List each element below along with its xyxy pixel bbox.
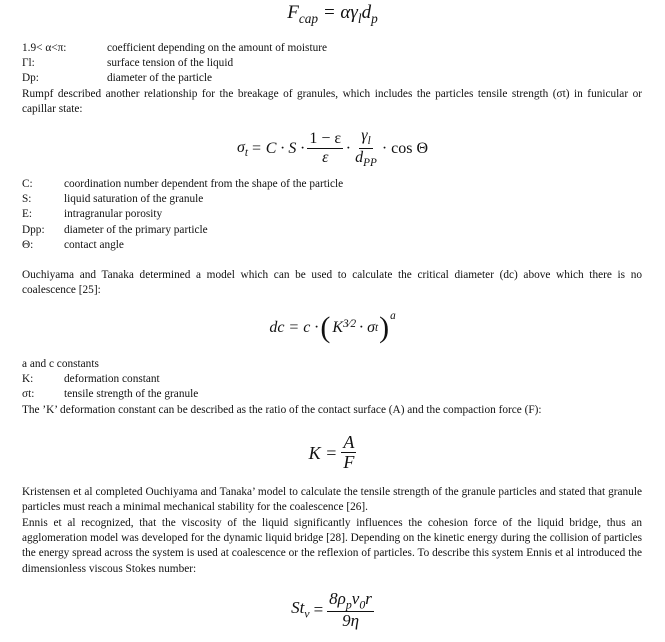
constants-note: a and c constants xyxy=(22,358,99,370)
fraction-stokes: $\frac{8\rho_pv_0r}{9\eta}$ xyxy=(329,588,372,630)
definition-row: Θ: contact angle xyxy=(22,238,124,251)
paragraph-deformation-constant: The ’K’ deformation constant can be described as the ratio of the contact surface (A) and the compaction force (F): xyxy=(22,404,542,416)
definition-row: K: deformation constant xyxy=(22,373,160,386)
definition-row: E: intragranular porosity xyxy=(22,208,163,221)
fraction-surface-tension: $\frac{\gamma_l}{d_{PP}}$ xyxy=(355,127,377,170)
equation-stokes-number: $St_v$ = $\frac{8\rho_pv_0r}{9\eta}$ xyxy=(291,588,372,630)
definition-row: Dpp: diameter of the primary particle xyxy=(22,223,208,236)
equation-deformation-constant: K = $\frac{A}{F}$ xyxy=(308,432,355,473)
definitions-capillary-force xyxy=(22,41,327,87)
definition-row: C: coordination number dependent from the shape of the particle xyxy=(22,178,344,190)
equation-critical-diameter: dc = c · ( K $^{3⁄2}$ · σ t ) $^a$ xyxy=(269,310,396,344)
definition-row: Dp: diameter of the particle xyxy=(22,72,213,85)
equation-tensile-strength: $\sigma_t$ = C · S · $\frac{1 - \varepsilon}{\varepsilon}$ · $\frac{\gamma_l}{d_{PP}}$ · cos Θ xyxy=(236,127,429,170)
paragraph-kristensen: Kristensen et al completed Ouchiyama and Tanaka’ model to calculate the tensile strength of the granule particles and stated that granule particles must reach a minimal mechanical stability for the coalescence [26]. xyxy=(22,486,642,514)
definition-row: σt: tensile strength of the granule xyxy=(22,388,199,401)
definitions-critical-diameter xyxy=(22,357,198,403)
definitions-tensile-strength xyxy=(22,177,343,253)
equation-capillary-force: $F_{cap} = \alpha\gamma_ld_p$ xyxy=(287,2,378,26)
fraction-area-force: $\frac{A}{F}$ xyxy=(343,432,355,473)
definition-row: 1.9< α<π: coefficient depending on the amount of moisture xyxy=(22,42,328,54)
definition-row: S: liquid saturation of the granule xyxy=(22,193,204,206)
fraction-porosity: $\frac{1 - \varepsilon}{\varepsilon}$ xyxy=(309,130,342,167)
paragraph-ennis: Ennis et al recognized, that the viscosity of the liquid significantly influences the cohesion force of the liquid bridge, thus an agglomeration model was developed for the dynamic liquid bridge [28]. Depending on the kinetic energy during the collision of particles the energy spread across the system is used at coalescence or the reflexion of particles. To describe this system Ennis et al introduced the dimensionless viscous Stokes number: xyxy=(22,517,642,575)
paragraph-rumpf: Rumpf described another relationship for the breakage of granules, which includes the particles tensile strength (σt) in funicular or capillar state: xyxy=(22,88,642,116)
definition-row: Γl: surface tension of the liquid xyxy=(22,57,234,70)
paragraph-ouchiyama: Ouchiyama and Tanaka determined a model which can be used to calculate the critical diameter (dc) above which there is no coalescence [25]: xyxy=(22,269,642,297)
